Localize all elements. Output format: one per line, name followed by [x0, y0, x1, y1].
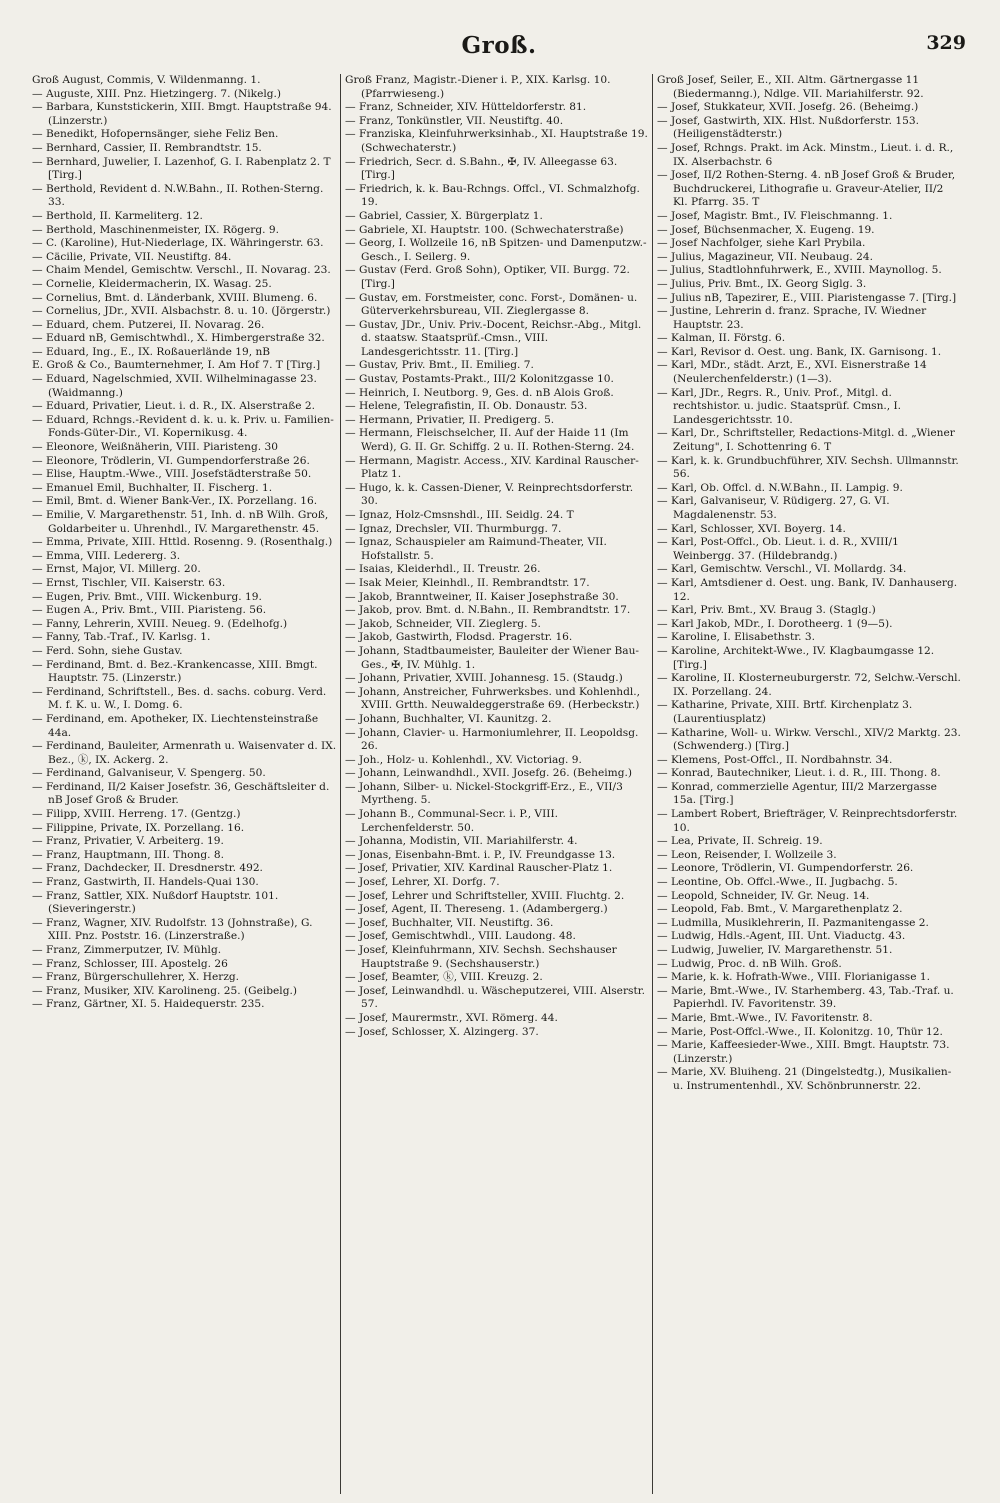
- directory-entry: — Ferd. Sohn, siehe Gustav.: [32, 644, 183, 657]
- directory-entry: — Josef, Gemischtwhdl., VIII. Laudong. 48.: [345, 930, 576, 943]
- directory-entry: — Jakob, Schneider, VII. Zieglerg. 5.: [345, 617, 541, 630]
- directory-entry: — Karl, Revisor d. Oest. ung. Bank, IX. Garnisong. 1.: [657, 345, 942, 358]
- directory-entry: — Eleonore, Trödlerin, VI. Gumpendorferstraße 26.: [32, 454, 310, 467]
- directory-entry: — Jakob, Branntweiner, II. Kaiser Josephstraße 30.: [345, 590, 619, 603]
- directory-entry: — Josef, Lehrer und Schriftsteller, XVIII. Fluchtg. 2.: [345, 889, 625, 902]
- page-title: Groß.: [461, 32, 537, 59]
- directory-entry: — Franz, Privatier, V. Arbeiterg. 19.: [32, 835, 224, 848]
- directory-entry: — Eduard, Rchngs.-Revident d. k. u. k. Priv. u. Familien-Fonds-Güter-Dir., VI. Kopernikusg. 4.: [32, 413, 334, 440]
- directory-entry: — Josef, Stukkateur, XVII. Josefg. 26. (Beheimg.): [657, 101, 919, 114]
- directory-entry: — Gabriel, Cassier, X. Bürgerplatz 1.: [345, 209, 543, 222]
- directory-entry: — Eleonore, Weißnäherin, VIII. Piaristeng. 30: [32, 441, 279, 454]
- directory-entry: — Gustav (Ferd. Groß Sohn), Optiker, VII. Burgg. 72. [Tirg.]: [345, 264, 630, 290]
- directory-entry: — Gabriele, XI. Hauptstr. 100. (Schwechaterstraße): [345, 223, 624, 236]
- directory-entry: — Gustav, em. Forstmeister, conc. Forst-, Domänen- u. Güterverkehrsbureau, VII. Zieglergasse 8.: [345, 291, 638, 318]
- directory-entry: — Katharine, Woll- u. Wirkw. Verschl., XIV/2 Marktg. 23. (Schwenderg.) [Tirg.]: [657, 726, 961, 753]
- directory-entry: — Eugen A., Priv. Bmt., VIII. Piaristeng. 56.: [32, 604, 267, 617]
- directory-entry: — Johann, Stadtbaumeister, Bauleiter der Wiener Bau-Ges., ✠, IV. Mühlg. 1.: [345, 644, 639, 671]
- directory-entry: — Ferdinand, II/2 Kaiser Josefstr. 36, Geschäftsleiter d. nB Josef Groß & Bruder.: [32, 780, 330, 807]
- directory-entry: — Ludwig, Hdls.-Agent, III. Unt. Viaductg. 43.: [657, 930, 906, 943]
- directory-entry: — Isaias, Kleiderhdl., II. Treustr. 26.: [345, 563, 541, 576]
- directory-entry: — Justine, Lehrerin d. franz. Sprache, IV. Wiedner Hauptstr. 23.: [657, 305, 927, 331]
- directory-entry: — Leonore, Trödlerin, VI. Gumpendorferstr. 26.: [657, 862, 914, 875]
- directory-entry: — Josef Nachfolger, siehe Karl Prybila.: [657, 237, 866, 250]
- directory-entry: — Emma, Private, XIII. Httld. Rosenng. 9. (Rosenthalg.): [32, 536, 333, 549]
- directory-entry: — Karl, Priv. Bmt., XV. Braug 3. (Staglg.): [657, 604, 876, 617]
- directory-entry: — Katharine, Private, XIII. Brtf. Kirchenplatz 3. (Laurentiusplatz): [657, 699, 913, 725]
- directory-entry: — Karl, Post-Offcl., Ob. Lieut. i. d. R., XVIII/1 Weinbergg. 37. (Hildebrandg.): [657, 536, 899, 562]
- directory-entry: — Joh., Holz- u. Kohlenhdl., XV. Victoriag. 9.: [345, 753, 582, 766]
- directory-entry: — Franz, Gärtner, XI. 5. Haidequerstr. 235.: [32, 998, 265, 1011]
- directory-entry: — Ferdinand, em. Apotheker, IX. Liechtensteinstraße 44a.: [32, 712, 319, 739]
- directory-entry: — Emma, VIII. Ledererg. 3.: [32, 549, 181, 562]
- directory-entry: — Franz, Dachdecker, II. Dresdnerstr. 492.: [32, 862, 263, 875]
- directory-entry: — Eduard nB, Gemischtwhdl., X. Himbergerstraße 32.: [32, 332, 325, 345]
- directory-entry: — Leopold, Fab. Bmt., V. Margarethenplatz 2.: [657, 903, 903, 916]
- directory-entry: — Ludmilla, Musiklehrerin, II. Pazmanitengasse 2.: [657, 916, 929, 929]
- directory-entry: — Josef, Leinwandhdl. u. Wäscheputzerei, VIII. Alserstr. 57.: [345, 984, 645, 1011]
- directory-entry: — Karl Jakob, MDr., I. Dorotheerg. 1 (9—5).: [657, 617, 893, 630]
- directory-entry: — Karl, k. k. Grundbuchführer, XIV. Sechsh. Ullmannstr. 56.: [657, 454, 959, 481]
- directory-entry: — Julius, Stadtlohnfuhrwerk, E., XVIII. Maynollog. 5.: [657, 264, 942, 277]
- directory-entry: — Karoline, Architekt-Wwe., IV. Klagbaumgasse 12. [Tirg.]: [657, 644, 935, 671]
- directory-entry: — Franz, Schneider, XIV. Hütteldorferstr. 81.: [345, 101, 587, 114]
- directory-entry: — Johann, Clavier- u. Harmoniumlehrer, II. Leopoldsg. 26.: [345, 726, 639, 753]
- directory-entry: — Jonas, Eisenbahn-Bmt. i. P., IV. Freundgasse 13.: [345, 848, 616, 861]
- directory-entry: — Karl, Gemischtw. Verschl., VI. Mollardg. 34.: [657, 563, 907, 576]
- directory-entry: — Auguste, XIII. Pnz. Hietzingerg. 7. (Nikelg.): [32, 87, 282, 100]
- directory-entry: — Hermann, Fleischselcher, II. Auf der Haide 11 (Im Werd), G. II. Gr. Schiffg. 2 u. II. Rothen-Sterng. 24.: [345, 427, 635, 454]
- directory-entry: — Marie, Post-Offcl.-Wwe., II. Kolonitzg. 10, Thür 12.: [657, 1025, 943, 1038]
- directory-entry: — Josef, Beamter, ⓚ, VIII. Kreuzg. 2.: [345, 971, 543, 984]
- directory-entry: Groß August, Commis, V. Wildenmanng. 1.: [32, 74, 261, 86]
- directory-entry: — Gustav, Priv. Bmt., II. Emilieg. 7.: [345, 359, 534, 372]
- directory-entry: — Karl, Ob. Offcl. d. N.W.Bahn., II. Lampig. 9.: [657, 481, 903, 494]
- directory-entry: — Marie, Kaffeesieder-Wwe., XIII. Bmgt. Hauptstr. 73. (Linzerstr.): [657, 1039, 950, 1065]
- directory-entry: — Eduard, Nagelschmied, XVII. Wilhelminagasse 23. (Waidmanng.): [32, 373, 317, 399]
- column-2: [340, 74, 652, 1494]
- directory-entry: — Emilie, V. Margarethenstr. 51, Inh. d. nB Wilh. Groß, Goldarbeiter u. Uhrenhdl., IV. Margarethenstr. 45.: [32, 509, 329, 535]
- directory-entry: — Cornelie, Kleidermacherin, IX. Wasag. 25.: [32, 277, 272, 290]
- directory-entry: — Franz, Bürgerschullehrer, X. Herzg.: [32, 971, 240, 984]
- directory-entry: — Franz, Musiker, XIV. Karolineng. 25. (Geibelg.): [32, 984, 297, 997]
- directory-entry: — Ernst, Tischler, VII. Kaiserstr. 63.: [32, 576, 226, 589]
- directory-entry: — Franz, Hauptmann, III. Thong. 8.: [32, 848, 224, 861]
- directory-entry: — Karl, Amtsdiener d. Oest. ung. Bank, IV. Danhauserg. 12.: [657, 576, 958, 603]
- directory-entry: — Josef, Schlosser, X. Alzingerg. 37.: [345, 1025, 539, 1038]
- directory-entry: — Georg, I. Wollzeile 16, nB Spitzen- und Damenputzw.-Gesch., I. Seilerg. 9.: [345, 237, 647, 263]
- directory-entry: — Josef, Buchhalter, VII. Neustiftg. 36.: [345, 916, 554, 929]
- directory-entry: — Franz, Schlosser, III. Apostelg. 26: [32, 957, 228, 970]
- directory-entry: — Karl, MDr., städt. Arzt, E., XVI. Eisnerstraße 14 (Neulerchenfelderstr.) (1—3).: [657, 359, 927, 386]
- directory-entry: — Leopold, Schneider, IV. Gr. Neug. 14.: [657, 889, 870, 902]
- directory-entry: — Julius, Magazineur, VII. Neubaug. 24.: [657, 250, 873, 263]
- directory-entry: — Eduard, Privatier, Lieut. i. d. R., IX. Alserstraße 2.: [32, 400, 316, 413]
- directory-entry: — Hermann, Magistr. Access., XIV. Kardinal Rauscher-Platz 1.: [345, 454, 639, 481]
- directory-entry: — Fanny, Tab.-Traf., IV. Karlsg. 1.: [32, 631, 211, 644]
- directory-entry: — Karoline, I. Elisabethstr. 3.: [657, 631, 815, 644]
- directory-entry: — Helene, Telegrafistin, II. Ob. Donaustr. 53.: [345, 400, 588, 413]
- directory-entry: — Josef, Kleinfuhrmann, XIV. Sechsh. Sechshauser Hauptstraße 9. (Sechshauserstr.): [345, 944, 617, 970]
- directory-entry: E. Groß & Co., Baumternehmer, I. Am Hof 7. T [Tirg.]: [32, 359, 321, 372]
- directory-entry: — Cornelius, Bmt. d. Länderbank, XVIII. Blumeng. 6.: [32, 291, 318, 304]
- directory-entry: — Julius, Priv. Bmt., IX. Georg Siglg. 3.: [657, 277, 867, 290]
- directory-entry: — Jakob, prov. Bmt. d. N.Bahn., II. Rembrandtstr. 17.: [345, 604, 631, 617]
- directory-entry: — Ferdinand, Bmt. d. Bez.-Krankencasse, XIII. Bmgt. Hauptstr. 75. (Linzerstr.): [32, 658, 318, 685]
- directory-entry: — Karl, JDr., Regrs. R., Univ. Prof., Mitgl. d. rechtshistor. u. judic. Staatsprüf. Cmsn., I. Landesgerichtsstr. 10.: [657, 386, 902, 426]
- directory-entry: — Jakob, Gastwirth, Flodsd. Pragerstr. 16.: [345, 631, 573, 644]
- page-header: [28, 30, 970, 64]
- column-1: [28, 74, 340, 1494]
- directory-entry: — Filipp, XVIII. Herreng. 17. (Gentzg.): [32, 808, 241, 821]
- directory-entry: — Hugo, k. k. Cassen-Diener, V. Reinprechtsdorferstr. 30.: [345, 481, 634, 508]
- page-number: 329: [926, 32, 966, 54]
- directory-entry: — Cäcilie, Private, VII. Neustiftg. 84.: [32, 250, 232, 263]
- column-3: [652, 74, 964, 1494]
- directory-entry: — Johann, Buchhalter, VI. Kaunitzg. 2.: [345, 712, 552, 725]
- directory-entry: — Heinrich, I. Neutborg. 9, Ges. d. nB Alois Groß.: [345, 386, 614, 399]
- directory-entry: — Berthold, Maschinenmeister, IX. Rögerg. 9.: [32, 223, 279, 236]
- directory-entry: — Josef, Agent, II. Thereseng. 1. (Adambergerg.): [345, 903, 608, 916]
- directory-entry: — Cornelius, JDr., XVII. Alsbachstr. 8. u. 10. (Jörgerstr.): [32, 305, 331, 318]
- directory-entry: — Johann, Privatier, XVIII. Johannesg. 15. (Staudg.): [345, 672, 623, 685]
- directory-entry: — Lambert Robert, Briefträger, V. Reinprechtsdorferstr. 10.: [657, 808, 958, 834]
- directory-entry: — Kalman, II. Förstg. 6.: [657, 332, 786, 345]
- directory-entry: — Karoline, II. Klosterneuburgerstr. 72, Selchw.-Verschl. IX. Porzellang. 24.: [657, 672, 961, 698]
- directory-entry: — Filippine, Private, IX. Porzellang. 16.: [32, 821, 245, 834]
- directory-entry: — Ernst, Major, VI. Millerg. 20.: [32, 563, 201, 576]
- directory-entry: — Eduard, chem. Putzerei, II. Novarag. 26.: [32, 318, 265, 331]
- directory-entry: — Marie, Bmt.-Wwe., IV. Starhemberg. 43, Tab.-Traf. u. Papierhdl. IV. Favoritenstr. 39.: [657, 984, 954, 1011]
- directory-entry: — Eduard, Ing., E., IX. Roßauerlände 19, nB: [32, 345, 271, 358]
- directory-entry: — Karl, Galvaniseur, V. Rüdigerg. 27, G. VI. Magdalenenstr. 53.: [657, 495, 890, 521]
- directory-entry: — Johanna, Modistin, VII. Mariahilferstr. 4.: [345, 835, 578, 848]
- directory-entry: — Emil, Bmt. d. Wiener Bank-Ver., IX. Porzellang. 16.: [32, 495, 318, 508]
- directory-entry: — Leontine, Ob. Offcl.-Wwe., II. Jugbachg. 5.: [657, 876, 898, 889]
- directory-entry: — Franz, Zimmerputzer, IV. Mühlg.: [32, 944, 222, 956]
- directory-entry: — Ferdinand, Bauleiter, Armenrath u. Waisenvater d. IX. Bez., ⓚ, IX. Ackerg. 2.: [32, 740, 337, 766]
- directory-entry: — Eugen, Priv. Bmt., VIII. Wickenburg. 19.: [32, 590, 262, 603]
- directory-entry: — Ferdinand, Schriftstell., Bes. d. sachs. coburg. Verd. M. f. K. u. W., I. Domg. 6.: [32, 685, 327, 712]
- directory-entry: — Bernhard, Cassier, II. Rembrandtstr. 15.: [32, 141, 262, 154]
- directory-entry: — Benedikt, Hofopernsänger, siehe Feliz Ben.: [32, 128, 279, 141]
- directory-entry: — Josef, Lehrer, XI. Dorfg. 7.: [345, 876, 500, 889]
- directory-entry: — Bernhard, Juwelier, I. Lazenhof, G. I. Rabenplatz 2. T [Tirg.]: [32, 155, 331, 182]
- directory-entry: — Berthold, Revident d. N.W.Bahn., II. Rothen-Sterng. 33.: [32, 182, 324, 209]
- directory-entry: — Konrad, commerzielle Agentur, III/2 Marzergasse 15a. [Tirg.]: [657, 780, 937, 807]
- directory-entry: — Josef, Privatier, XIV. Kardinal Rauscher-Platz 1.: [345, 862, 613, 875]
- directory-entry: — Ferdinand, Galvaniseur, V. Spengerg. 50.: [32, 767, 266, 780]
- directory-entry: — Josef, Maurermstr., XVI. Römerg. 44.: [345, 1011, 558, 1024]
- directory-entry: — Ignaz, Schauspieler am Raimund-Theater, VII. Hofstallstr. 5.: [345, 536, 607, 562]
- directory-entry: — Friedrich, Secr. d. S.Bahn., ✠, IV. Alleegasse 63. [Tirg.]: [345, 155, 618, 182]
- directory-entry: — Friedrich, k. k. Bau-Rchngs. Offcl., VI. Schmalzhofg. 19.: [345, 182, 640, 209]
- directory-entry: — Josef, Gastwirth, XIX. Hlst. Nußdorferstr. 153. (Heiligenstädterstr.): [657, 114, 919, 141]
- directory-entry: — Klemens, Post-Offcl., II. Nordbahnstr. 34.: [657, 753, 893, 766]
- directory-entry: — Marie, k. k. Hofrath-Wwe., VIII. Florianigasse 1.: [657, 971, 930, 984]
- directory-entry: — Gustav, Postamts-Prakt., III/2 Kolonitzgasse 10.: [345, 373, 614, 386]
- directory-entry: — Ignaz, Holz-Cmsnshdl., III. Seidlg. 24. T: [345, 509, 574, 521]
- directory-entry: — Josef, Magistr. Bmt., IV. Fleischmanng. 1.: [657, 209, 893, 222]
- directory-entry: — Barbara, Kunststickerin, XIII. Bmgt. Hauptstraße 94. (Linzerstr.): [32, 101, 332, 127]
- directory-entry: — Franz, Sattler, XIX. Nußdorf Hauptstr. 101. (Sieveringerstr.): [32, 889, 279, 916]
- directory-entry: — Johann, Anstreicher, Fuhrwerksbes. und Kohlenhdl., XVIII. Grtth. Neuwaldeggerstraße 69. (Herbeckstr.): [345, 685, 641, 712]
- directory-columns: [28, 74, 970, 1494]
- directory-entry: — Marie, XV. Bluiheng. 21 (Dingelstedtg.), Musikalien- u. Instrumentenhdl., XV. Schönbrunnerstr. 22.: [657, 1066, 952, 1092]
- directory-entry: — Johann, Silber- u. Nickel-Stockgriff-Erz., E., VII/3 Myrtheng. 5.: [345, 780, 623, 807]
- directory-entry: — Franziska, Kleinfuhrwerksinhab., XI. Hauptstraße 19. (Schwechaterstr.): [345, 128, 648, 154]
- directory-entry: — C. (Karoline), Hut-Niederlage, IX. Währingerstr. 63.: [32, 237, 324, 250]
- directory-entry: — Josef, II/2 Rothen-Sterng. 4. nB Josef Groß & Bruder, Buchdruckerei, Lithografie u. Graveur-Atelier, II/2 Kl. Pfarrg. 35. T: [657, 169, 956, 209]
- directory-entry: — Franz, Gastwirth, II. Handels-Quai 130.: [32, 876, 259, 889]
- directory-entry: — Lea, Private, II. Schreig. 19.: [657, 835, 823, 848]
- directory-entry: — Johann B., Communal-Secr. i. P., VIII. Lerchenfelderstr. 50.: [345, 808, 559, 834]
- directory-entry: — Fanny, Lehrerin, XVIII. Neueg. 9. (Edelhofg.): [32, 617, 288, 630]
- directory-entry: — Chaim Mendel, Gemischtw. Verschl., II. Novarag. 23.: [32, 264, 331, 277]
- directory-entry: — Josef, Rchngs. Prakt. im Ack. Minstm., Lieut. i. d. R., IX. Alserbachstr. 6: [657, 141, 954, 168]
- directory-entry: — Konrad, Bautechniker, Lieut. i. d. R., III. Thong. 8.: [657, 767, 941, 780]
- directory-entry: — Ludwig, Juwelier, IV. Margarethenstr. 51.: [657, 944, 893, 956]
- directory-entry: — Josef, Büchsenmacher, X. Eugeng. 19.: [657, 223, 875, 236]
- directory-entry: — Julius nB, Tapezirer, E., VIII. Piaristengasse 7. [Tirg.]: [657, 291, 957, 304]
- directory-entry: — Isak Meier, Kleinhdl., II. Rembrandtstr. 17.: [345, 576, 590, 589]
- directory-entry: — Marie, Bmt.-Wwe., IV. Favoritenstr. 8.: [657, 1011, 873, 1024]
- directory-entry: — Berthold, II. Karmeliterg. 12.: [32, 209, 203, 222]
- directory-entry: — Emanuel Emil, Buchhalter, II. Fischerg. 1.: [32, 481, 273, 494]
- directory-entry: — Johann, Leinwandhdl., XVII. Josefg. 26. (Beheimg.): [345, 767, 632, 780]
- directory-entry: — Gustav, JDr., Univ. Priv.-Docent, Reichsr.-Abg., Mitgl. d. staatsw. Staatsprüf.-Cmsn., VIII. Landesgerichtsstr. 11. [Tirg.]: [345, 318, 642, 358]
- directory-entry: Groß Franz, Magistr.-Diener i. P., XIX. Karlsg. 10. (Pfarrwieseng.): [345, 74, 611, 100]
- directory-entry: — Ignaz, Drechsler, VII. Thurmburgg. 7.: [345, 522, 562, 535]
- directory-entry: — Leon, Reisender, I. Wollzeile 3.: [657, 848, 837, 861]
- directory-entry: — Karl, Schlosser, XVI. Boyerg. 14.: [657, 522, 846, 535]
- directory-entry: — Elise, Hauptm.-Wwe., VIII. Josefstädterstraße 50.: [32, 468, 312, 481]
- directory-entry: — Hermann, Privatier, II. Predigerg. 5.: [345, 413, 555, 426]
- directory-entry: — Franz, Wagner, XIV. Rudolfstr. 13 (Johnstraße), G. XIII. Pnz. Poststr. 16. (Linzerstraße.): [32, 916, 313, 943]
- directory-entry: — Ludwig, Proc. d. nB Wilh. Groß.: [657, 957, 842, 970]
- directory-entry: — Karl, Dr., Schriftsteller, Redactions-Mitgl. d. „Wiener Zeitung", I. Schottenring 6. T: [657, 427, 955, 454]
- directory-entry: — Franz, Tonkünstler, VII. Neustiftg. 40.: [345, 114, 564, 127]
- directory-entry: Groß Josef, Seiler, E., XII. Altm. Gärtnergasse 11 (Biedermanng.), Ndlge. VII. Mariahilferstr. 92.: [657, 74, 924, 100]
